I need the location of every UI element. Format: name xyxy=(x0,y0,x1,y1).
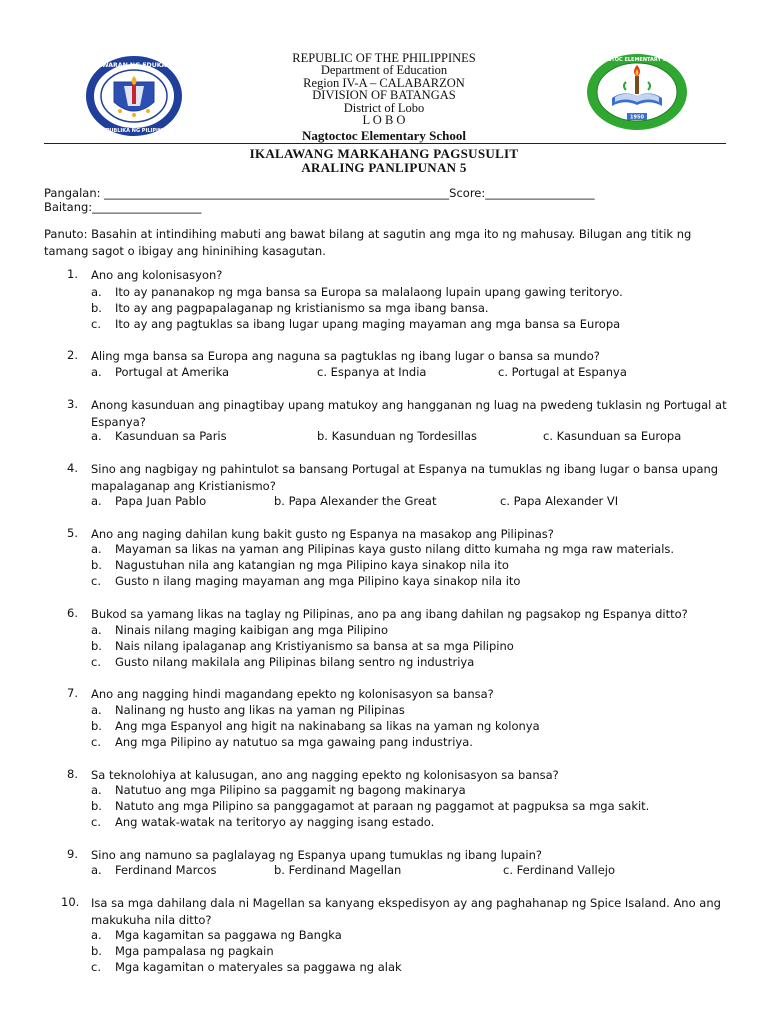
answer-option[interactable] xyxy=(91,815,434,829)
option-letter: a. xyxy=(91,863,102,877)
answer-option[interactable] xyxy=(91,960,402,974)
exam-title-block xyxy=(0,147,768,175)
option-letter: b. xyxy=(91,301,102,315)
answer-option[interactable] xyxy=(91,558,509,572)
question-text: Anong kasunduan ang pinagtibay upang matukoy ang hangganan ng luag na pwedeng tuklasin ng Portugal at Espanya? xyxy=(91,398,727,429)
answer-option[interactable] xyxy=(91,944,274,958)
question-text: Isa sa mga dahilang dala ni Magellan sa kanyang ekspedisyon ay ang paghahanap ng Spice Isaland. Ano ang makukuha nila ditto? xyxy=(91,896,721,927)
question-text: Ano ang nagging hindi magandang epekto ng kolonisasyon sa bansa? xyxy=(91,687,494,701)
answer-option[interactable] xyxy=(91,301,489,315)
option-text: Nalinang ng husto ang likas na yaman ng Pilipinas xyxy=(115,703,405,717)
grade-field[interactable]: Baitang:___________________ xyxy=(44,200,202,214)
svg-text:NAGTOCTOC ELEMENTARY SCHOOL: NAGTOCTOC ELEMENTARY SCHOOL xyxy=(587,57,687,63)
question-number: 7. xyxy=(67,686,78,700)
option-text: Ninais nilang maging kaibigan ang mga Pilipino xyxy=(115,623,389,637)
option-text: Gusto nilang makilala ang Pilipinas bilang sentro ng industriya xyxy=(115,655,475,669)
option-text: Nagustuhan nila ang katangian ng mga Pilipino kaya sinakop nila ito xyxy=(115,558,509,572)
svg-text:REPUBLIKA NG PILIPINAS: REPUBLIKA NG PILIPINAS xyxy=(98,128,170,134)
question-number: 1. xyxy=(67,267,78,281)
option-letter: a. xyxy=(91,542,102,556)
answer-option[interactable] xyxy=(91,655,474,669)
option-letter: c. xyxy=(91,574,101,588)
answer-option[interactable]: c. Kasunduan sa Europa xyxy=(543,429,682,443)
option-text: Mga kagamitan o materyales sa paggawa ng alak xyxy=(115,960,402,974)
answer-option[interactable]: b. Ferdinand Magellan xyxy=(274,863,402,877)
question-text: Ano ang kolonisasyon? xyxy=(91,268,223,282)
option-text: Natutuo ang mga Pilipino sa paggamit ng bagong makinarya xyxy=(115,783,466,797)
header-line: L O B O xyxy=(362,112,406,127)
instructions: Panuto: Basahin at intindihing mabuti ang bawat bilang at sagutin ang mga ito ng mahusay. Bilugan ang titik ng tamang sagot o ibigay ang hininihing kasagutan. xyxy=(44,227,692,258)
header-line: DIVISION OF BATANGAS xyxy=(312,88,456,103)
answer-option[interactable] xyxy=(91,365,229,379)
answer-option[interactable] xyxy=(91,719,540,733)
header-line: Region IV-A – CALABARZON xyxy=(303,75,465,90)
option-letter: a. xyxy=(91,928,102,942)
option-letter: c. xyxy=(91,317,101,331)
option-text: Mga pampalasa ng pagkain xyxy=(115,944,274,958)
name-score-field[interactable]: Pangalan: ____________________________________________________________Score:___________________ xyxy=(44,186,595,200)
option-text: Ito ay pananakop ng mga bansa sa Europa sa malalaong lupain upang gawing teritoryo. xyxy=(115,285,623,299)
option-text: Mayaman sa likas na yaman ang Pilipinas kaya gusto nilang ditto kumaha ng mga raw materials. xyxy=(115,542,675,556)
question-text: Sino ang nagbigay ng pahintulot sa bansang Portugal at Espanya na tumuklas ng ibang lugar o bansa upang mapalaganap ang Kristianismo? xyxy=(91,462,719,493)
option-text: Ang watak-watak na teritoryo ay nagging isang estado. xyxy=(115,815,435,829)
question-number: 6. xyxy=(67,606,78,620)
question-text: Sa teknolohiya at kalusugan, ano ang nagging epekto ng kolonisasyon sa bansa? xyxy=(91,768,559,782)
option-text: Natuto ang mga Pilipino sa panggagamot at paraan ng paggamot at pagpuksa sa mga sakit. xyxy=(115,799,650,813)
answer-option[interactable]: b. Papa Alexander the Great xyxy=(274,494,437,508)
question-text: Ano ang naging dahilan kung bakit gusto ng Espanya na masakop ang Pilipinas? xyxy=(91,527,554,541)
answer-option[interactable]: c. Espanya at India xyxy=(317,365,427,379)
answer-option[interactable] xyxy=(91,783,466,797)
svg-text:1950: 1950 xyxy=(630,114,644,121)
answer-option[interactable]: c. Portugal at Espanya xyxy=(498,365,627,379)
header-line: Department of Education xyxy=(320,63,448,78)
option-letter: a. xyxy=(91,429,102,443)
question-text: Bukod sa yamang likas na taglay ng Pilipinas, ano pa ang ibang dahilan ng pagsakop ng Espanya ditto? xyxy=(91,607,688,621)
answer-option[interactable] xyxy=(91,574,520,588)
option-text: Portugal at Amerika xyxy=(115,365,230,379)
option-text: Ang mga Espanyol ang higit na nakinabang sa likas na yaman ng kolonya xyxy=(115,719,540,733)
option-text: Nais nilang ipalaganap ang Kristiyanismo sa bansa at sa mga Pilipino xyxy=(115,639,514,653)
option-letter: a. xyxy=(91,623,102,637)
answer-option[interactable]: c. Ferdinand Vallejo xyxy=(503,863,616,877)
option-letter: a. xyxy=(91,783,102,797)
option-letter: c. xyxy=(91,655,101,669)
svg-text:KAGAWARAN NG EDUKASYON: KAGAWARAN NG EDUKASYON xyxy=(82,62,186,69)
answer-option[interactable] xyxy=(91,317,620,331)
agency-header xyxy=(0,52,768,126)
question-number: 9. xyxy=(67,847,78,861)
option-letter: a. xyxy=(91,285,102,299)
exam-title: IKALAWANG MARKAHANG PAGSUSULIT xyxy=(249,146,519,161)
option-letter: a. xyxy=(91,494,102,508)
option-letter: c. xyxy=(91,960,101,974)
option-letter: b. xyxy=(91,799,102,813)
answer-option[interactable] xyxy=(91,703,405,717)
question-text: Sino ang namuno sa paglalayag ng Espanya upang tumuklas ng ibang lupain? xyxy=(91,848,543,862)
question-number: 8. xyxy=(67,767,78,781)
option-text: Ito ay ang pagpapalaganap ng kristianismo sa mga ibang bansa. xyxy=(115,301,489,315)
answer-option[interactable] xyxy=(91,928,342,942)
option-text: Ang mga Pilipino ay natutuo sa mga gawaing pang industriya. xyxy=(115,735,473,749)
option-letter: b. xyxy=(91,639,102,653)
option-text: Ito ay ang pagtuklas sa ibang lugar upang maging mayaman ang mga bansa sa Europa xyxy=(115,317,621,331)
header-line: REPUBLIC OF THE PHILIPPINES xyxy=(292,51,476,65)
question-number: 2. xyxy=(67,348,78,362)
answer-option[interactable] xyxy=(91,542,674,556)
question-number: 3. xyxy=(67,397,78,411)
header-line: District of Lobo xyxy=(343,100,425,115)
answer-option[interactable] xyxy=(91,285,623,299)
option-letter: b. xyxy=(91,558,102,572)
answer-option[interactable] xyxy=(91,735,473,749)
option-letter: c. xyxy=(91,735,101,749)
answer-option[interactable] xyxy=(91,623,388,637)
answer-option[interactable] xyxy=(91,639,514,653)
question-number: 10. xyxy=(61,895,80,909)
question-number: 5. xyxy=(67,526,78,540)
option-letter: b. xyxy=(91,719,102,733)
option-text: Ferdinand Marcos xyxy=(115,863,217,877)
header-divider xyxy=(44,143,726,144)
option-text: Mga kagamitan sa paggawa ng Bangka xyxy=(115,928,342,942)
option-letter: b. xyxy=(91,944,102,958)
answer-option[interactable] xyxy=(91,863,216,877)
option-letter: a. xyxy=(91,703,102,717)
school-name: Nagtoctoc Elementary School xyxy=(302,128,466,143)
question-number: 4. xyxy=(67,461,78,475)
answer-option[interactable]: c. Papa Alexander VI xyxy=(500,494,619,508)
option-letter: a. xyxy=(91,365,102,379)
answer-option[interactable] xyxy=(91,429,227,443)
option-letter: c. xyxy=(91,815,101,829)
answer-option[interactable] xyxy=(91,494,206,508)
option-text: Kasunduan sa Paris xyxy=(115,429,227,443)
exam-subject: ARALING PANLIPUNAN 5 xyxy=(301,160,467,175)
question-text: Aling mga bansa sa Europa ang naguna sa pagtuklas ng ibang lugar o bansa sa mundo? xyxy=(91,349,600,363)
answer-option[interactable]: b. Kasunduan ng Tordesillas xyxy=(317,429,478,443)
option-text: Gusto n ilang maging mayaman ang mga Pilipino kaya sinakop nila ito xyxy=(115,574,521,588)
answer-option[interactable] xyxy=(91,799,649,813)
option-text: Papa Juan Pablo xyxy=(115,494,207,508)
